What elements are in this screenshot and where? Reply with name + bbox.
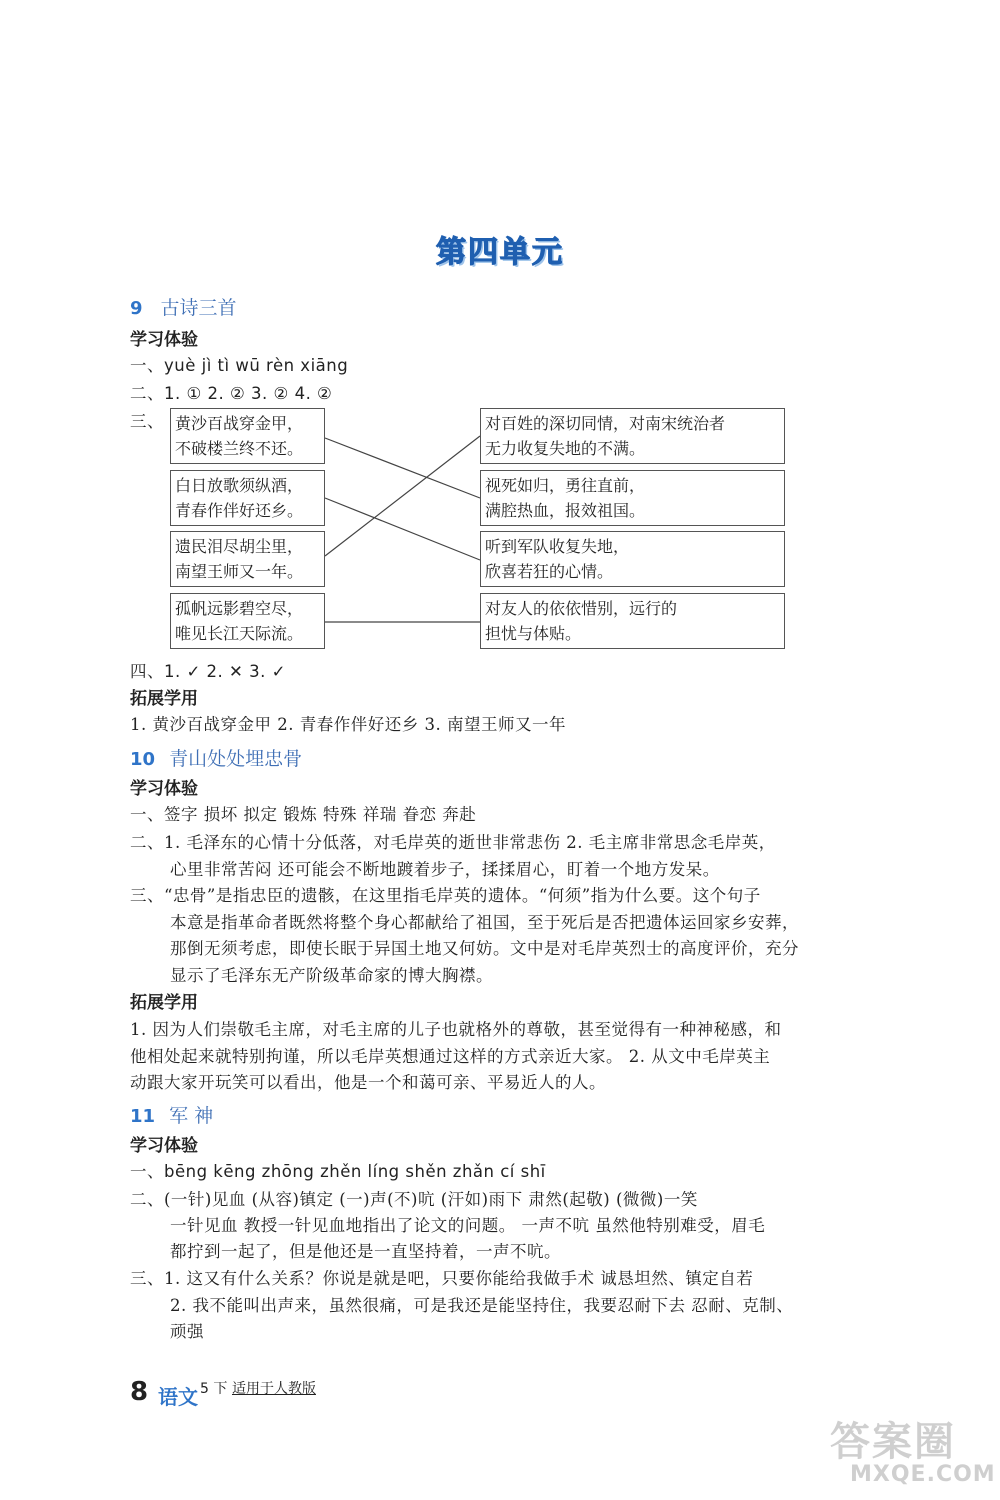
answer-line: 二、1. 毛泽东的心情十分低落，对毛岸英的逝世非常悲伤 2. 毛主席非常思念毛岸英， (130, 833, 776, 852)
lesson-11-heading (130, 1101, 213, 1128)
section-heading: 学习体验 (130, 330, 198, 350)
poem-box-2 (170, 470, 325, 526)
poem-line: 孤帆远影碧空尽， (175, 599, 304, 618)
answer-line: 2. 我不能叫出声来，虽然很痛，可是我还是能坚持住，我要忍耐下去 忍耐、克制、 (170, 1296, 794, 1315)
meaning-box-2 (480, 470, 785, 526)
answer-line: 三、1. 这又有什么关系？你说是就是吧，只要你能给我做手术 诚恳坦然、镇定自若 (130, 1269, 754, 1288)
meaning-line: 无力收复失地的不满。 (485, 439, 646, 458)
section-heading: 拓展学用 (130, 689, 198, 709)
poem-line: 南望王师又一年。 (175, 562, 304, 581)
poem-line: 遗民泪尽胡尘里， (175, 537, 304, 556)
lesson-title: 古诗三首 (160, 297, 237, 319)
meaning-line: 对百姓的深切同情，对南宋统治者 (485, 414, 726, 433)
answer-line: 1. 黄沙百战穿金甲 2. 青春作伴好还乡 3. 南望王师又一年 (130, 715, 566, 734)
lesson-10-heading (130, 744, 302, 771)
answer-line: 四、1. ✓ 2. ✕ 3. ✓ (130, 662, 286, 681)
subject-label: 语文 (158, 1385, 198, 1409)
answer-line: 二、(一针)见血 (从容)镇定 (一)声(不)吭 (汗如)雨下 肃然(起敬) (微微)一笑 (130, 1190, 698, 1209)
answer-line: 顽强 (170, 1322, 204, 1341)
meaning-line: 满腔热血，报效祖国。 (485, 501, 646, 520)
answer-line: 都拧到一起了，但是他还是一直坚持着，一声不吭。 (170, 1242, 561, 1261)
page-number: 8 (130, 1377, 149, 1407)
lesson-title: 青山处处埋忠骨 (169, 748, 303, 770)
answer-line: 他相处起来就特别拘谨，所以毛岸英想通过这样的方式亲近大家。 2. 从文中毛岸英主 (130, 1047, 771, 1066)
lesson-number: 10 (130, 749, 156, 770)
poem-line: 白日放歌须纵酒， (175, 476, 304, 495)
section-heading: 学习体验 (130, 779, 198, 799)
answer-line: 心里非常苦闷 还可能会不断地踱着步子，揉揉眉心，盯着一个地方发呆。 (170, 860, 720, 879)
meaning-line: 欣喜若狂的心情。 (485, 562, 614, 581)
lesson-number: 11 (130, 1106, 156, 1127)
poem-box-4 (170, 593, 325, 649)
answer-line: 显示了毛泽东无产阶级革命家的博大胸襟。 (170, 966, 493, 985)
lesson-title: 军 神 (169, 1105, 214, 1127)
answer-line: 动跟大家开玩笑可以看出，他是一个和蔼可亲、平易近人的人。 (130, 1073, 606, 1092)
answer-label: 三、 (130, 412, 164, 431)
section-heading: 学习体验 (130, 1136, 198, 1156)
answer-line: 一、签字 损坏 拟定 锻炼 特殊 祥瑞 眷恋 奔赴 (130, 805, 477, 824)
watermark-logo (820, 1410, 996, 1495)
answer-line: 一针见血 教授一针见血地指出了论文的问题。 一声不吭 虽然他特别难受，眉毛 (170, 1216, 766, 1235)
lesson-number: 9 (130, 298, 143, 319)
answer-line: 二、1. ① 2. ② 3. ② 4. ② (130, 384, 333, 403)
answer-line: 本意是指革命者既然将整个身心都献给了祖国，至于死后是否把遗体运回家乡安葬， (170, 913, 799, 932)
section-heading: 拓展学用 (130, 993, 198, 1013)
poem-line: 唯见长江天际流。 (175, 624, 304, 643)
poem-line: 青春作伴好还乡。 (175, 501, 304, 520)
meaning-box-4 (480, 593, 785, 649)
unit-title: 第四单元 (436, 235, 564, 270)
poem-box-1 (170, 408, 325, 464)
answer-line: 1. 因为人们崇敬毛主席，对毛主席的儿子也就格外的尊敬，甚至觉得有一种神秘感，和 (130, 1020, 782, 1039)
poem-line: 不破楼兰终不还。 (175, 439, 304, 458)
answer-line: 那倒无须考虑，即使长眠于异国土地又何妨。文中是对毛岸英烈士的高度评价，充分 (170, 939, 799, 958)
meaning-box-1 (480, 408, 785, 464)
meaning-line: 担忧与体贴。 (485, 624, 582, 643)
grade-label: 5 下 (200, 1381, 228, 1397)
edition-label: 适用于人教版 (232, 1381, 316, 1397)
meaning-line: 听到军队收复失地， (485, 537, 630, 556)
answer-line: 一、bēng kēng zhōng zhěn líng shěn zhǎn cí shī (130, 1162, 546, 1181)
answer-line: 一、yuè jì tì wū rèn xiāng (130, 356, 349, 375)
meaning-box-3 (480, 531, 785, 587)
watermark-url: MXQE.COM (850, 1462, 996, 1487)
poem-box-3 (170, 531, 325, 587)
answer-line: 三、“忠骨”是指忠臣的遗骸，在这里指毛岸英的遗体。“何须”指为什么要。这个句子 (130, 886, 761, 905)
meaning-line: 对友人的依依惜别，远行的 (485, 599, 678, 618)
poem-line: 黄沙百战穿金甲， (175, 414, 304, 433)
watermark-text: 答案圈 (830, 1419, 956, 1465)
meaning-line: 视死如归，勇往直前， (485, 476, 646, 495)
